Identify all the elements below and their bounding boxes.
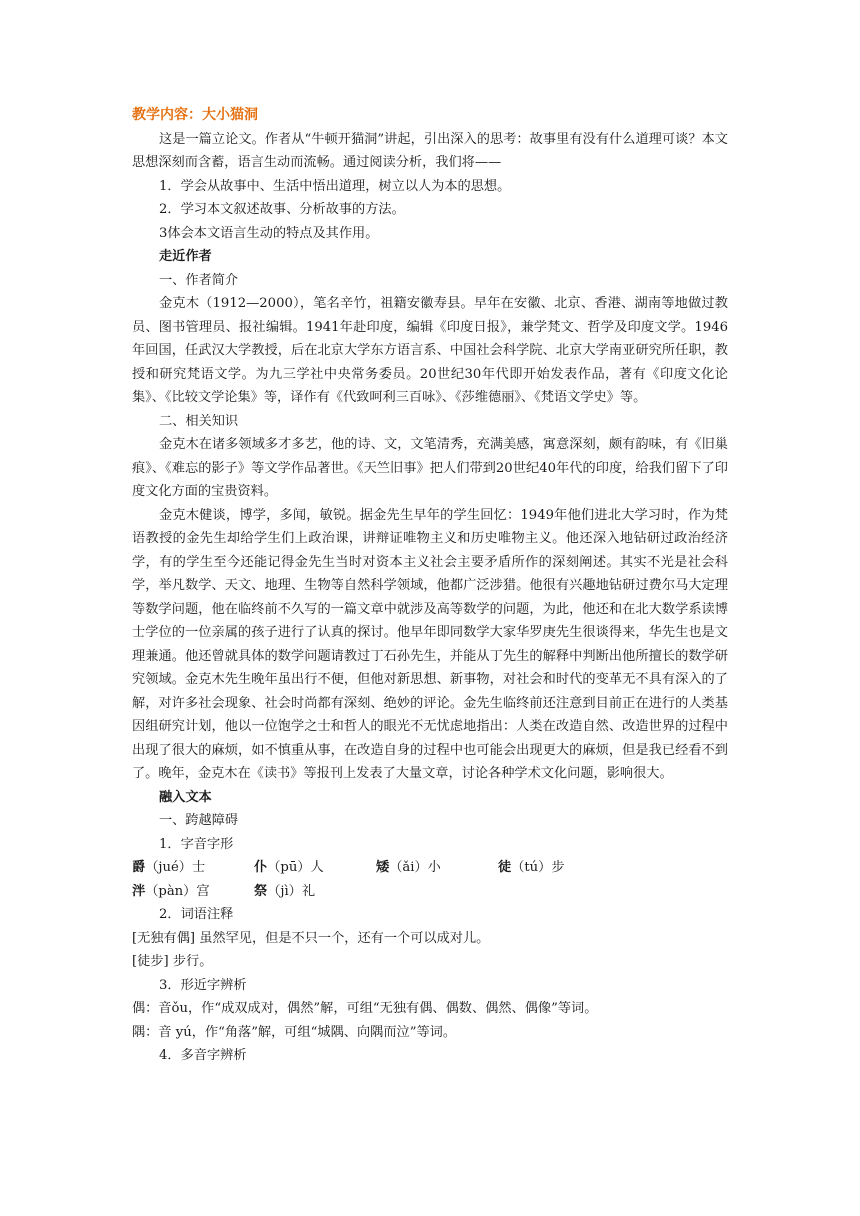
goal-item: 2．学习本文叙述故事、分析故事的方法。 (159, 202, 405, 217)
subheading-pronunciation: 1．字音字形 (159, 836, 234, 852)
vocab-item: [无独有偶] 虽然罕见，但是不只一个，还有一个可以成对儿。 (132, 930, 490, 946)
pronunciation-item (498, 856, 620, 880)
intro-paragraph: 这是一篇立论文。作者从“牛顿开猫洞”讲起，引出深入的思考：故事里有没有什么道理可谈？本文思想深刻而含蓄，语言生动而流畅。通过阅读分析，我们将—— (132, 131, 728, 170)
pronunciation-item (132, 856, 254, 880)
pron-char: 祭 (254, 883, 268, 899)
subheading-polyphone: 4．多音字辨析 (159, 1048, 247, 1063)
goal-item: 3体会本文语言生动的特点及其作用。 (159, 225, 379, 241)
pronunciation-item (254, 856, 376, 880)
pronunciation-item (132, 880, 254, 904)
pron-rest: （tú）步 (511, 860, 565, 875)
pron-rest: （pū）人 (267, 860, 324, 875)
subheading-vocab: 2．词语注释 (159, 907, 234, 922)
pron-char: 矮 (376, 860, 390, 875)
similar-char-item: 偶：音ǒu，作“成双成对，偶然”解，可组“无独有偶、偶数、偶然、偶像”等词。 (132, 1001, 598, 1016)
pronunciation-item (376, 856, 498, 880)
pron-rest: （pàn）宫 (145, 883, 210, 899)
pron-char: 爵 (132, 860, 146, 875)
subheading-barrier: 一、跨越障碍 (159, 813, 239, 828)
pronunciation-row (132, 856, 728, 880)
pron-char: 徒 (498, 860, 512, 875)
pronunciation-item (254, 880, 376, 904)
related-paragraph-1: 金克木在诸多领域多才多艺，他的诗、文，文笔清秀，充满美感，寓意深刻，颇有韵味，有《旧巢痕》、《难忘的影子》等文学作品著世。《天竺旧事》把人们带到20世纪40年代的印度，给我们留下了印度文化方面的宝贵资料。 (132, 437, 728, 499)
page-title: 教学内容：大小猫洞 (132, 107, 258, 123)
document-body (132, 104, 728, 1068)
goal-item: 1．学会从故事中、生活中悟出道理，树立以人为本的思想。 (159, 178, 511, 194)
pron-rest: （jué）士 (145, 860, 206, 875)
subheading-related: 二、相关知识 (159, 413, 239, 429)
subheading-similar-chars: 3．形近字辨析 (159, 977, 247, 993)
pronunciation-row (132, 880, 728, 904)
vocab-item: [徒步] 步行。 (132, 954, 213, 969)
author-intro-paragraph: 金克木（1912—2000），笔名辛竹，祖籍安徽寿县。早年在安徽、北京、香港、湖南等地做过教员、图书管理员、报社编辑。1941年赴印度，编辑《印度日报》，兼学梵文、哲学及印度文学。1946年回国，任武汉大学教授，后在北京大学东方语言系、中国社会科学院、北京大学南亚研究所任职，教授和研究梵语文学。为九三学社中央常务委员。20世纪30年代即开始发表作品，著有《印度文化论集》、《比较文学论集》等，译作有《代致呵利三百咏》、《莎维德丽》、《梵语文学史》等。 (132, 296, 728, 405)
subheading-author-intro: 一、作者简介 (159, 272, 239, 288)
pron-char: 泮 (132, 883, 146, 899)
similar-char-item: 隅：音 yú，作“角落”解，可组“城隅、向隅而泣”等词。 (132, 1024, 457, 1040)
pron-rest: （jì）礼 (267, 883, 316, 899)
pron-char: 仆 (254, 860, 268, 875)
section-heading-text: 融入文本 (159, 789, 212, 805)
pron-rest: （ǎi）小 (389, 860, 441, 875)
related-paragraph-2: 金克木健谈，博学，多闻，敏锐。据金先生早年的学生回忆：1949年他们进北大学习时，作为梵语教授的金先生却给学生们上政治课，讲辩证唯物主义和历史唯物主义。他还深入地钻研过政治经济学，有的学生至今还能记得金先生当时对资本主义社会主要矛盾所作的深刻阐述。其实不光是社会科学，举凡数学、天文、地理、生物等自然科学领域，他都广泛涉猎。他很有兴趣地钻研过费尔马大定理等数学问题，他在临终前不久写的一篇文章中就涉及高等数学的问题，为此，他还和在北大数学系读博士学位的一位亲属的孩子进行了认真的探讨。他早年即同数学大家华罗庚先生很谈得来，华先生也是文理兼通。他还曾就具体的数学问题请教过丁石孙先生，并能从丁先生的解释中判断出他所擅长的数学研究领域。金克木先生晚年虽出行不便，但他对新思想、新事物，对社会和时代的变革无不具有深入的了解，对许多社会现象、社会时尚都有深刻、绝妙的评论。金先生临终前还注意到目前正在进行的人类基因组研究计划，他以一位饱学之士和哲人的眼光不无忧虑地指出：人类在改造自然、改造世界的过程中出现了很大的麻烦，如不慎重从事，在改造自身的过程中也可能会出现更大的麻烦，但是我已经看不到了。晚年，金克木在《读书》等报刊上发表了大量文章，讨论各种学术文化问题，影响很大。 (132, 507, 728, 781)
section-heading-author: 走近作者 (159, 249, 212, 264)
